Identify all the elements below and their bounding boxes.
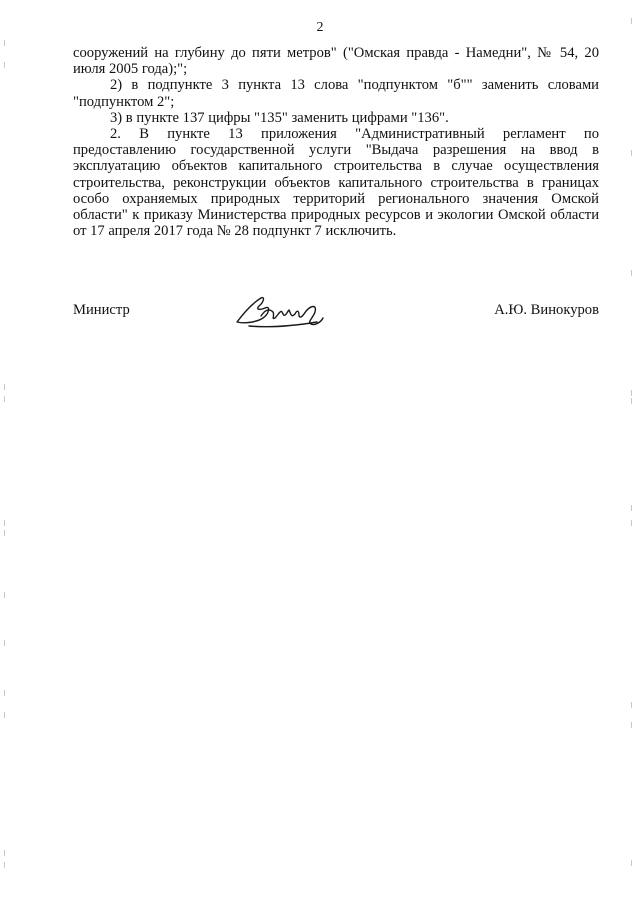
page-number: 2 [316, 20, 324, 35]
left-edge-marks [4, 0, 7, 905]
signature-block [73, 292, 599, 332]
signatory-title: Министр [73, 302, 130, 318]
right-edge-marks [631, 0, 634, 905]
paragraph-item-2: 2) в подпункте 3 пункта 13 слова "подпунктом "б"" заменить словами "подпунктом 2"; [73, 77, 599, 110]
handwritten-signature [231, 292, 331, 334]
signatory-name: А.Ю. Винокуров [494, 302, 599, 318]
paragraph-continuation: сооружений на глубину до пяти метров" ("Омская правда - Намедни", № 54, 20 июля 2005 года);"; [73, 45, 599, 78]
paragraph-section-2: 2. В пункте 13 приложения "Административный регламент по предоставлению государственной услуги "Выдача разрешения на ввод в эксплуатацию объектов капитального строительства в случае осуществления строительства, реконструкции объектов капитального строительства в границах особо охраняемых природных территорий регионального значения Омской области" к приказу Министерства природных ресурсов и экологии Омской области от 17 апреля 2017 года № 28 подпункт 7 исключить. [73, 126, 599, 240]
document-body [73, 45, 599, 239]
paragraph-item-3: 3) в пункте 137 цифры "135" заменить цифрами "136". [110, 109, 449, 126]
